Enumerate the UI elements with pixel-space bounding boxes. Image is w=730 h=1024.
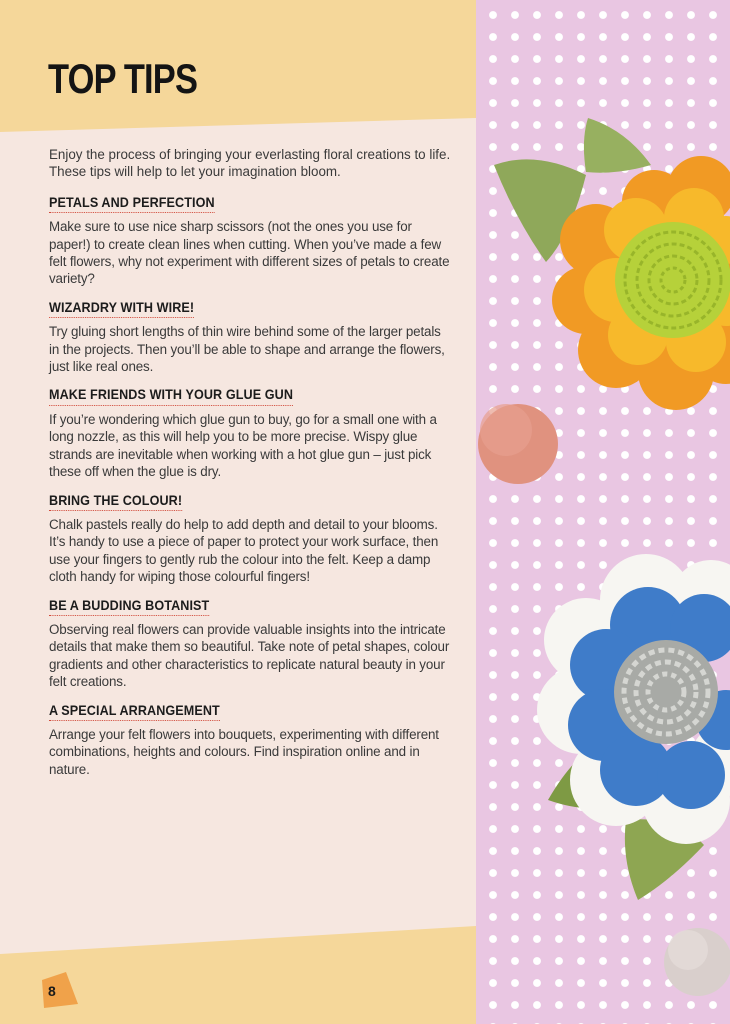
tip-section [49, 386, 454, 480]
tip-body: Try gluing short lengths of thin wire behind some of the larger petals in the projects. Then you’ll be able to shape and arrange the flowers, just like real ones. [49, 324, 445, 375]
page-number: 8 [48, 983, 56, 999]
tip-section [49, 597, 454, 691]
tips-content [49, 146, 454, 789]
tip-body: Chalk pastels really do help to add depth and detail to your blooms. It’s handy to use a piece of paper to protect your work surface, then use your fingers to gently rub the colour into the felt. Keep a damp cloth handy for wiping those colourful fingers! [49, 516, 439, 585]
photo-illustration [476, 0, 730, 1024]
page-badge-shape [40, 970, 80, 1010]
tip-heading: MAKE FRIENDS WITH YOUR GLUE GUN [49, 386, 293, 405]
tip-heading: BRING THE COLOUR! [49, 492, 182, 511]
felt-flowers-photo [476, 0, 730, 1024]
tip-heading: BE A BUDDING BOTANIST [49, 597, 209, 616]
page-title: TOP TIPS [48, 55, 198, 102]
tip-body: Make sure to use nice sharp scissors (not the ones you use for paper!) to create clean lines when cutting. When you’ve made a few felt flowers, why not experiment with different sizes of petals to create variety? [49, 219, 450, 287]
tip-section [49, 492, 454, 586]
tip-body: If you’re wondering which glue gun to buy, go for a small one with a long nozzle, as this will help you to be more precise. Wispy glue strands are inevitable when working with a hot glue gun – just pick these off when the glue is dry. [49, 411, 437, 480]
leaf-icon [584, 118, 651, 173]
tip-section [49, 299, 454, 376]
tip-body: Observing real flowers can provide valuable insights into the intricate details that make them so beautiful. Take note of petal shapes, colour gradients and other characteristics to replicate natural beauty in your felt creations. [49, 621, 450, 690]
intro-text: Enjoy the process of bringing your everlasting floral creations to life. These tips will help to let your imagination bloom. [49, 147, 451, 180]
tip-heading: A SPECIAL ARRANGEMENT [49, 702, 220, 721]
tip-heading: PETALS AND PERFECTION [49, 194, 215, 213]
tip-heading: WIZARDRY WITH WIRE! [49, 299, 194, 318]
tip-body: Arrange your felt flowers into bouquets, experimenting with different combinations, heights and colours. Find inspiration online and in nature. [49, 726, 439, 777]
tip-section [49, 194, 454, 288]
page-number-badge [40, 970, 80, 1010]
tip-section [49, 702, 454, 779]
